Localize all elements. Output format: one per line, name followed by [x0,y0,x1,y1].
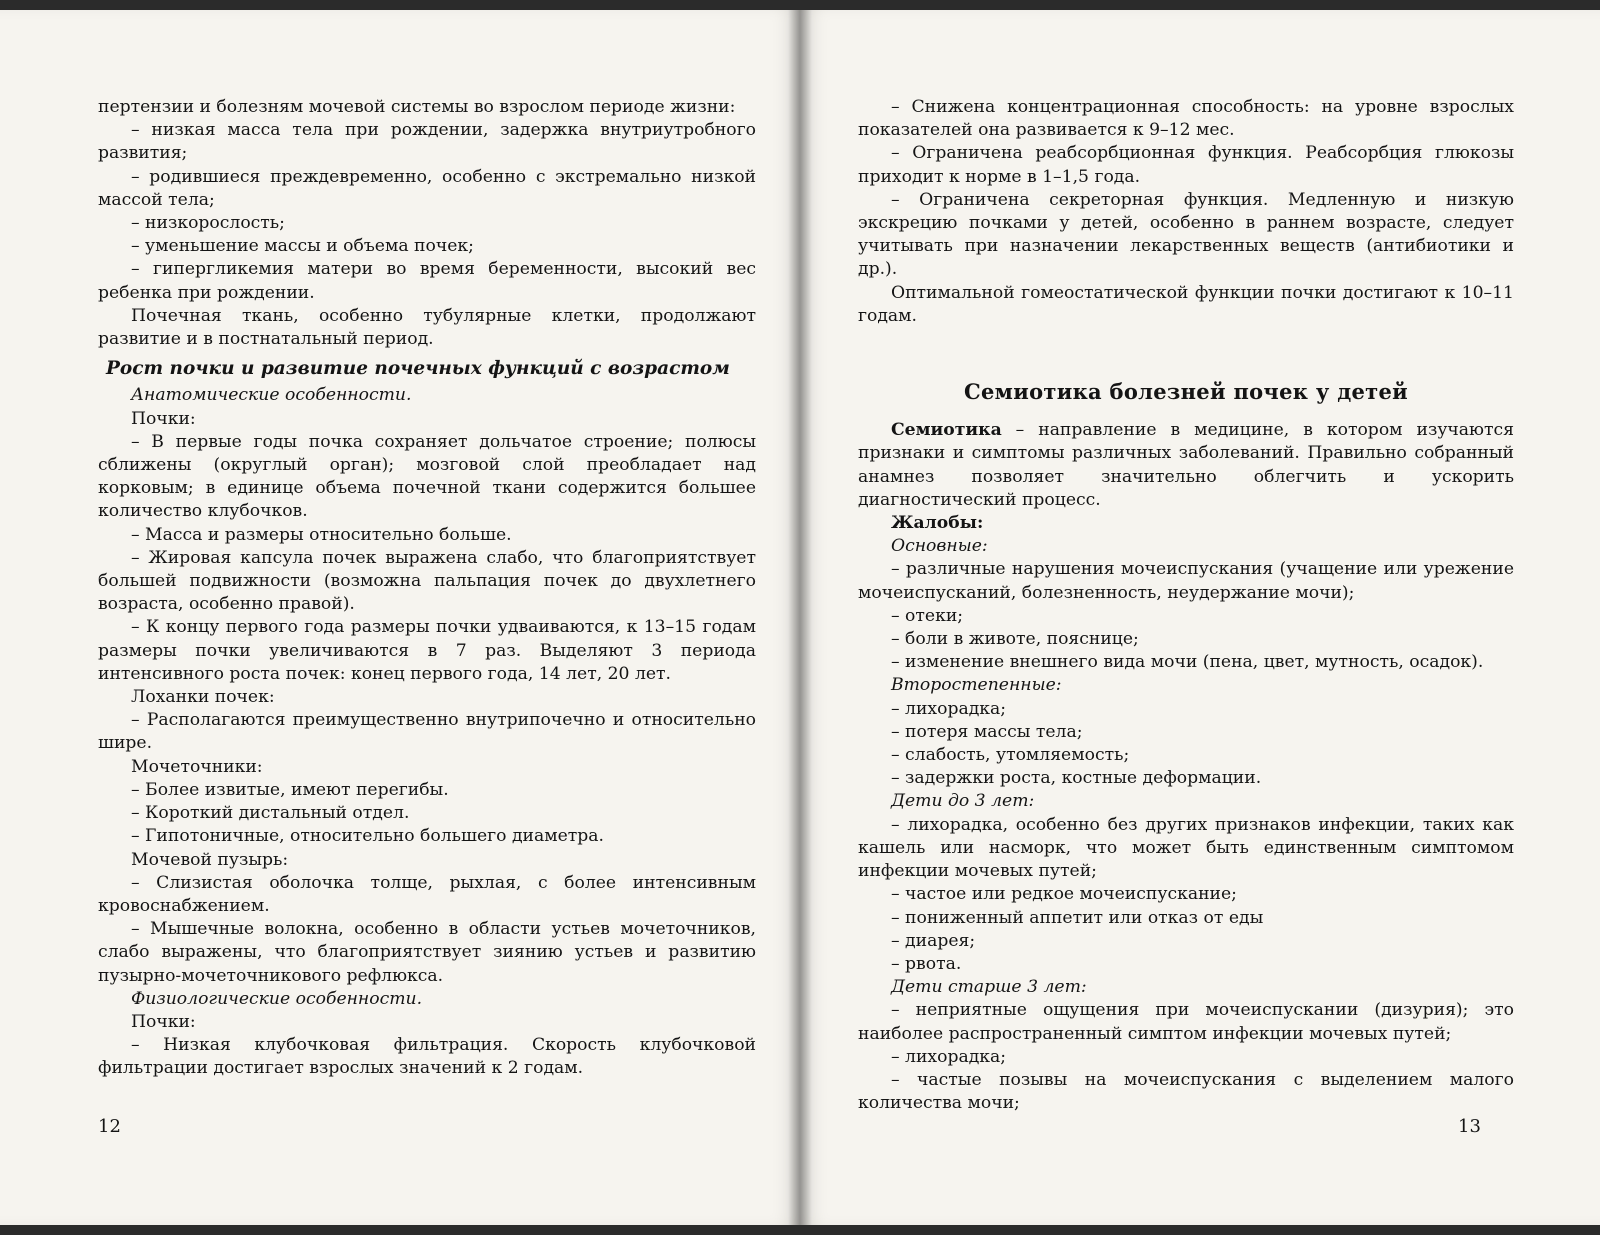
list-item: – Ограничена реабсорбционная функция. Реабсорбция глюкозы приходит к норме в 1–1,5 года. [858,143,1514,187]
definition-paragraph [858,419,1514,512]
subsection-title: Анатомические особенности. [131,385,412,406]
list-item: – неприятные ощущения при мочеиспускании (дизурия); это наиболее распространенный симптом инфекции мочевых путей; [858,1000,1514,1044]
list-item: – Более извитые, имеют перегибы. [131,779,449,800]
list-item: – лихорадка; [891,698,1007,719]
list-item: – частые позывы на мочеиспускания с выделением малого количества мочи; [858,1069,1514,1114]
group-label: Дети старше 3 лет: [891,977,1087,998]
list-item: – Снижена концентрационная способность: на уровне взрослых показателей она развивается к 9–12 мес. [858,97,1514,141]
list-item: – различные нарушения мочеиспускания (учащение или урежение мочеиспусканий, болезненность, неудержание мочи); [858,559,1514,603]
list-item: – Ограничена секреторная функция. Медленную и низкую экскрецию почками у детей, особенно в раннем возрасте, следует учитывать при назначении лекарственных веществ (антибиотики и др.). [858,189,1514,280]
section-heading: Семиотика болезней почек у детей [963,379,1409,405]
group-label: Почки: [131,408,196,429]
list-item: – диарея; [891,930,976,951]
list-item: – отеки; [891,605,964,626]
list-item: – Жировая капсула почек выражена слабо, что благоприятствует большей подвижности (возможна пальпация почек до двухлетнего возраста, особенно правой). [98,547,756,615]
page-number: 12 [98,1116,121,1137]
list-item: – лихорадка, особенно без других признаков инфекции, таких как кашель или насморк, что может быть единственным симптомом инфекции мочевых путей; [858,814,1514,882]
list-item: – Гипотоничные, относительно большего диаметра. [131,826,605,847]
text-line: Почечная ткань, особенно тубулярные клетки, продолжают развитие и в постнатальный период. [98,305,756,350]
right-page [800,10,1600,1225]
group-label: Мочевой пузырь: [131,849,289,870]
subsection-title: Физиологические особенности. [131,988,423,1009]
list-item: – К концу первого года размеры почки удваиваются, к 13–15 годам размеры почки увеличиваются в 7 раз. Выделяют 3 периода интенсивного роста почек: конец первого года, 14 лет, 20 лет. [98,617,756,684]
text-line: пертензии и болезням мочевой системы во взрослом периоде жизни: [98,97,736,117]
text-line: – родившиеся преждевременно, особенно с экстремально низкой массой тела; [98,166,756,210]
list-item: – потеря массы тела; [891,721,1083,742]
book-spine-shadow [788,10,812,1225]
group-label: Дети до 3 лет: [891,791,1035,812]
page-number: 13 [1458,1116,1481,1137]
section-heading: Рост почки и развитие почечных функций с возрастом [106,358,730,380]
subsection-title: Жалобы: [891,513,984,534]
group-label: Мочеточники: [131,756,263,777]
list-item: – В первые годы почка сохраняет дольчатое строение; полюсы сближены (округлый орган); мозговой слой преобладает над корковым; в единице объема почечной ткани содержится большее количество клубочков. [98,431,756,522]
group-label: Основные: [891,536,988,557]
list-item: – рвота. [891,953,962,974]
group-label: Почки: [131,1011,196,1032]
group-label: Второстепенные: [891,675,1062,696]
definition-text: – направление в медицине, в котором изучаются признаки и симптомы различных заболеваний. Правильно собранный анамнез позволяет значительно облегчить и ускорить диагностический процесс. [858,420,1514,510]
list-item: – частое или редкое мочеиспускание; [891,884,1237,905]
defined-term: Семиотика [891,420,1002,441]
list-item: – Располагаются преимущественно внутрипочечно и относительно шире. [98,710,756,754]
left-page-text [98,96,756,1081]
list-item: – Низкая клубочковая фильтрация. Скорость клубочковой фильтрации достигает взрослых значений к 2 годам. [98,1035,756,1079]
list-item: – Короткий дистальный отдел. [131,803,410,824]
list-item: – слабость, утомляемость; [891,745,1130,766]
list-item: – Масса и размеры относительно больше. [131,524,512,545]
text-line: – низкорослость; [131,213,285,234]
list-item: – изменение внешнего вида мочи (пена, цвет, мутность, осадок). [891,652,1484,673]
list-item: – пониженный аппетит или отказ от еды [891,907,1264,928]
list-item: – Мышечные волокна, особенно в области устьев мочеточников, слабо выражены, что благоприятствует зиянию устьев и развитию пузырно-мочеточникового рефлюкса. [98,919,756,986]
text-line: – гипергликемия матери во время беременности, высокий вес ребенка при рождении. [98,259,756,303]
list-item: – задержки роста, костные деформации. [891,768,1262,789]
text-line: Оптимальной гомеостатической функции почки достигают к 10–11 годам. [858,282,1514,326]
group-label: Лоханки почек: [131,687,275,708]
list-item: – лихорадка; [891,1046,1007,1067]
text-line: – уменьшение массы и объема почек; [131,236,474,257]
list-item: – Слизистая оболочка толще, рыхлая, с более интенсивным кровоснабжением. [98,872,756,916]
text-line: – низкая масса тела при рождении, задержка внутриутробного развития; [98,120,756,164]
right-page-text [858,96,1514,1115]
left-page [0,10,800,1225]
list-item: – боли в животе, пояснице; [891,629,1139,650]
